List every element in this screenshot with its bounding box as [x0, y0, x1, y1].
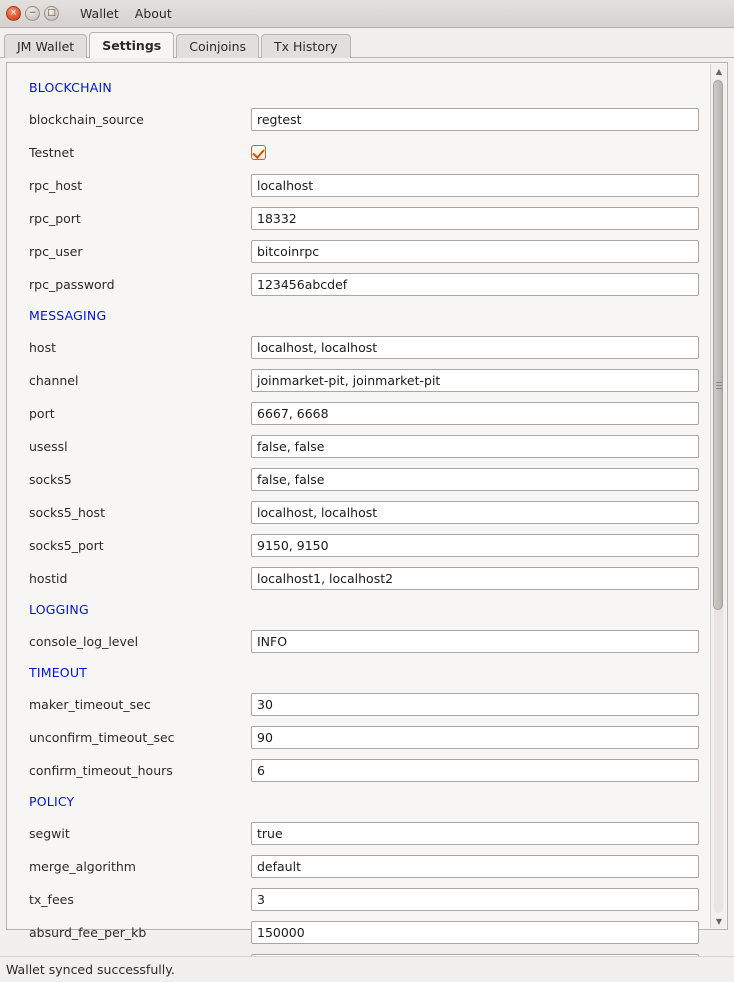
setting-label: channel — [29, 373, 79, 388]
setting-label: Testnet — [29, 145, 75, 160]
section-heading-logging: LOGGING — [29, 602, 89, 617]
settings-row — [29, 397, 703, 430]
setting-input[interactable]: 30 — [251, 693, 699, 716]
setting-label: socks5_host — [29, 505, 105, 520]
scrollbar-grip-icon — [716, 382, 722, 391]
minimize-icon[interactable]: − — [25, 6, 40, 21]
setting-input[interactable]: 6667, 6668 — [251, 402, 699, 425]
close-icon[interactable]: × — [6, 6, 21, 21]
setting-input[interactable]: 150000 — [251, 921, 699, 944]
setting-label: console_log_level — [29, 634, 139, 649]
checkbox-checked-icon[interactable] — [251, 145, 266, 160]
setting-input[interactable]: false, false — [251, 435, 699, 458]
tab-coinjoins[interactable]: Coinjoins — [176, 34, 259, 58]
tabstrip — [0, 28, 734, 58]
setting-input[interactable]: 123456abcdef — [251, 273, 699, 296]
settings-row — [29, 235, 703, 268]
setting-input[interactable]: localhost — [251, 174, 699, 197]
settings-row — [29, 625, 703, 658]
setting-label: hostid — [29, 571, 68, 586]
settings-row — [29, 688, 703, 721]
settings-row — [29, 331, 703, 364]
setting-input[interactable]: regtest — [251, 108, 699, 131]
settings-row — [29, 496, 703, 529]
menu-about[interactable]: About — [134, 6, 172, 21]
settings-row — [29, 817, 703, 850]
window-controls — [6, 6, 59, 21]
settings-scroll-area — [7, 63, 709, 940]
menu-wallet[interactable]: Wallet — [80, 6, 119, 21]
setting-label: absurd_fee_per_kb — [29, 925, 147, 940]
setting-label: confirm_timeout_hours — [29, 763, 173, 778]
settings-row — [29, 529, 703, 562]
setting-label: socks5_port — [29, 538, 104, 553]
settings-row — [29, 916, 703, 949]
settings-rows — [7, 73, 709, 982]
scroll-down-icon[interactable]: ▼ — [715, 916, 723, 926]
section-heading-policy: POLICY — [29, 794, 75, 809]
setting-input[interactable]: localhost, localhost — [251, 336, 699, 359]
setting-input[interactable]: default — [251, 855, 699, 878]
setting-label: rpc_host — [29, 178, 83, 193]
setting-label: maker_timeout_sec — [29, 697, 151, 712]
setting-input[interactable]: bitcoinrpc — [251, 240, 699, 263]
settings-row — [29, 169, 703, 202]
setting-input[interactable]: 3 — [251, 888, 699, 911]
setting-checkbox-wrapper — [251, 145, 703, 160]
scrollbar-thumb[interactable] — [713, 80, 723, 610]
settings-row — [29, 721, 703, 754]
vertical-scrollbar[interactable] — [710, 64, 726, 928]
settings-row — [29, 463, 703, 496]
menubar — [73, 4, 179, 23]
settings-row — [29, 364, 703, 397]
setting-input[interactable]: false, false — [251, 468, 699, 491]
scroll-up-icon[interactable]: ▲ — [715, 66, 723, 76]
setting-label: unconfirm_timeout_sec — [29, 730, 175, 745]
settings-row — [29, 883, 703, 916]
setting-label: port — [29, 406, 55, 421]
tab-jm-wallet[interactable]: JM Wallet — [4, 34, 87, 58]
settings-row — [29, 202, 703, 235]
settings-row — [29, 850, 703, 883]
setting-input[interactable]: 9150, 9150 — [251, 534, 699, 557]
setting-label: usessl — [29, 439, 68, 454]
setting-label: rpc_password — [29, 277, 115, 292]
setting-label: socks5 — [29, 472, 72, 487]
setting-label: segwit — [29, 826, 70, 841]
status-text: Wallet synced successfully. — [6, 962, 175, 977]
settings-row — [29, 136, 703, 169]
statusbar — [0, 956, 734, 982]
setting-input[interactable]: 18332 — [251, 207, 699, 230]
settings-row — [29, 562, 703, 595]
setting-label: rpc_user — [29, 244, 83, 259]
section-heading-messaging: MESSAGING — [29, 308, 107, 323]
settings-row — [29, 754, 703, 787]
section-heading-blockchain: BLOCKCHAIN — [29, 80, 112, 95]
settings-row — [29, 103, 703, 136]
maximize-icon[interactable]: □ — [44, 6, 59, 21]
setting-input[interactable]: localhost, localhost — [251, 501, 699, 524]
settings-row — [29, 268, 703, 301]
settings-row — [29, 430, 703, 463]
setting-input[interactable]: 90 — [251, 726, 699, 749]
setting-input[interactable]: localhost1, localhost2 — [251, 567, 699, 590]
setting-input[interactable]: true — [251, 822, 699, 845]
setting-label: merge_algorithm — [29, 859, 136, 874]
settings-panel — [6, 62, 728, 940]
tab-tx-history[interactable]: Tx History — [261, 34, 350, 58]
setting-label: tx_fees — [29, 892, 74, 907]
setting-label: blockchain_source — [29, 112, 144, 127]
setting-label: rpc_port — [29, 211, 81, 226]
setting-input[interactable]: INFO — [251, 630, 699, 653]
section-heading-timeout: TIMEOUT — [29, 665, 88, 680]
tab-settings[interactable]: Settings — [89, 32, 174, 58]
setting-input[interactable]: 6 — [251, 759, 699, 782]
setting-input[interactable]: joinmarket-pit, joinmarket-pit — [251, 369, 699, 392]
window-titlebar — [0, 0, 734, 28]
setting-label: host — [29, 340, 56, 355]
